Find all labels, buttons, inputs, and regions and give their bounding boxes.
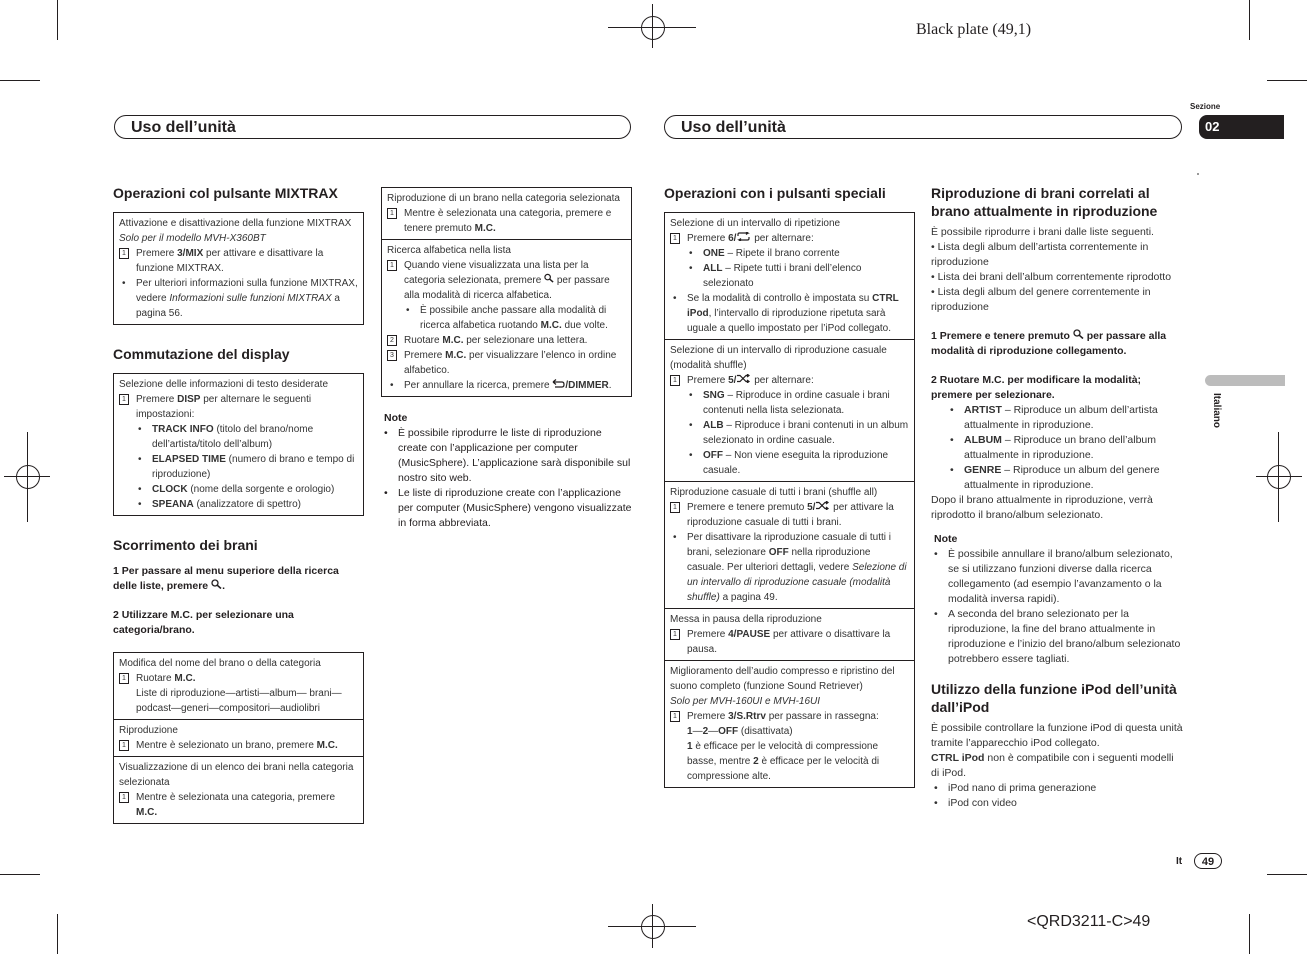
key-name: M.C. bbox=[540, 320, 562, 331]
text: (analizzatore di spettro) bbox=[193, 499, 301, 510]
scroll-box bbox=[113, 652, 364, 824]
list-item bbox=[931, 403, 1184, 433]
display-box bbox=[113, 373, 364, 516]
paragraph: È possibile riprodurre i brani dalle liste seguenti. bbox=[931, 226, 1154, 238]
note-heading: Note bbox=[384, 412, 408, 424]
list-item bbox=[670, 418, 909, 448]
key-name: ALB bbox=[703, 420, 724, 431]
column-3 bbox=[664, 184, 915, 804]
registration-mark bbox=[1267, 465, 1291, 489]
bullet bbox=[387, 378, 626, 393]
box-title: Messa in pausa della riproduzione bbox=[670, 614, 822, 625]
step bbox=[670, 500, 909, 530]
text: Mentre è selezionata una categoria, premere e tenere premuto bbox=[404, 208, 612, 234]
list-item bbox=[119, 452, 358, 482]
bullet bbox=[670, 530, 909, 605]
step-number: 1 bbox=[670, 629, 680, 640]
box-title: Riproduzione casuale di tutti i brani (shuffle all) bbox=[670, 487, 878, 498]
shuffle-icon bbox=[815, 501, 830, 510]
key-name: M.C. bbox=[174, 673, 196, 684]
registration-mark bbox=[641, 16, 665, 40]
text: per attivare la riproduzione casuale di tutti i brani. bbox=[687, 502, 894, 528]
text: Se la modalità di controllo è impostata su bbox=[687, 293, 873, 304]
text: Premere bbox=[687, 629, 729, 640]
registration-mark bbox=[16, 465, 40, 489]
key-name: OFF bbox=[718, 726, 739, 737]
text: per passare alla modalità di ricerca alfabetica. bbox=[404, 275, 610, 301]
key-name: 3/MIX bbox=[177, 248, 204, 259]
list-item bbox=[670, 246, 909, 261]
box-title: Miglioramento dell’audio compresso e ripristino del suono completo (funzione Sound Retriever) bbox=[670, 666, 895, 692]
search-icon bbox=[1073, 329, 1084, 339]
mixtrax-box bbox=[113, 212, 364, 325]
step-number: 1 bbox=[119, 673, 129, 684]
text: è efficace per le velocità di compressione basse, mentre bbox=[687, 741, 879, 767]
text: Premere bbox=[136, 394, 178, 405]
registration-line bbox=[652, 904, 653, 948]
column-2 bbox=[381, 187, 632, 531]
text: Mentre è selezionato un brano, premere bbox=[136, 740, 317, 751]
text: per passare alla modalità di riproduzione collegamento. bbox=[931, 330, 1167, 357]
key-name: M.C. bbox=[316, 740, 338, 751]
list-item bbox=[670, 388, 909, 418]
step bbox=[387, 348, 626, 378]
text: per alternare le seguenti impostazioni: bbox=[136, 394, 312, 420]
text: , l’intervallo di riproduzione ripetuta sarà uguale a quello impostato per l’iPod collegato. bbox=[687, 308, 892, 334]
related-heading: Riproduzione di brani correlati al brano attualmente in riproduzione bbox=[931, 185, 1158, 219]
text: 1 Premere e tenere premuto bbox=[931, 330, 1070, 342]
note-item: • È possibile annullare il brano/album selezionato, se si utilizzano funzioni diverse dalla ricerca collegamento (ad esempio l’avanzamento o la modalità inversa rapidi). bbox=[931, 547, 1184, 607]
section-number-tab: 02 bbox=[1199, 115, 1284, 139]
key-name: SPEANA bbox=[152, 499, 194, 510]
text: – Riproduce un album dell’artista attualmente in riproduzione. bbox=[964, 404, 1158, 431]
text: Premere e tenere premuto bbox=[687, 502, 808, 513]
list-item bbox=[931, 433, 1184, 463]
key-name: 2 bbox=[753, 756, 759, 767]
box-title: Modifica del nome del brano o della categoria bbox=[119, 658, 321, 669]
list-line: • Lista degli album del genere correntemente in riproduzione bbox=[931, 286, 1151, 313]
search-icon bbox=[211, 579, 222, 589]
key-name: CTRL iPod bbox=[931, 752, 985, 764]
note-heading: Note bbox=[934, 533, 958, 545]
list-item bbox=[119, 482, 358, 497]
key-name: TRACK INFO bbox=[152, 424, 214, 435]
key-name: 3/S.Rtrv bbox=[728, 711, 766, 722]
key-name: ARTIST bbox=[964, 404, 1002, 416]
note-item: • A seconda del brano selezionato per la riproduzione, la fine del brano attualmente in riproduzione e l’inizio del brano/album selezionato potrebbero essere tagliati. bbox=[931, 607, 1184, 667]
step bbox=[670, 627, 909, 657]
text: Per disattivare la riproduzione casuale di tutti i brani, selezionare bbox=[687, 532, 891, 558]
text: per attivare o disattivare la pausa. bbox=[687, 629, 891, 655]
language-code: It bbox=[1176, 856, 1183, 867]
special-buttons-heading: Operazioni con i pulsanti speciali bbox=[664, 185, 886, 201]
list-item: • iPod con video bbox=[931, 796, 1184, 811]
key-name: M.C. bbox=[136, 807, 158, 818]
bullet bbox=[119, 276, 358, 321]
text: per alternare: bbox=[751, 375, 814, 386]
scroll-step-2: 2 Utilizzare M.C. per selezionare una categoria/brano. bbox=[113, 609, 294, 636]
text: è efficace per le velocità di compressione alte. bbox=[687, 756, 880, 782]
step bbox=[387, 333, 626, 348]
special-buttons-box bbox=[664, 212, 915, 788]
crop-mark bbox=[0, 80, 40, 81]
text: per visualizzare l’elenco in ordine alfabetico. bbox=[404, 350, 617, 376]
text: Ruotare bbox=[136, 673, 175, 684]
model-note: Solo per il modello MVH-X360BT bbox=[119, 233, 266, 244]
registration-line bbox=[27, 432, 28, 522]
text: Per ulteriori informazioni sulla funzione MIXTRAX, vedere bbox=[136, 278, 358, 304]
key-name: OFF bbox=[703, 450, 723, 461]
page-number: 49 bbox=[1194, 853, 1222, 869]
text: nella riproduzione casuale. Per ulteriori dettagli, vedere bbox=[687, 547, 871, 573]
text: – Riproduce un brano dell’album attualmente in riproduzione. bbox=[964, 434, 1157, 461]
text: a pagina 56. bbox=[136, 293, 340, 319]
text: Ruotare bbox=[404, 335, 443, 346]
key-name: ELAPSED TIME bbox=[152, 454, 226, 465]
plate-label: Black plate (49,1) bbox=[916, 21, 1032, 38]
note-item: • Le liste di riproduzione create con l’applicazione per computer (MusicSphere) vengono visualizzate in forma abbreviata. bbox=[381, 486, 632, 531]
text: per attivare e disattivare la funzione MIXTRAX. bbox=[136, 248, 324, 274]
back-icon bbox=[552, 379, 565, 388]
box-title: Attivazione e disattivazione della funzione MIXTRAX bbox=[119, 218, 352, 229]
paragraph: Dopo il brano attualmente in riproduzione, verrà riprodotto il brano/album selezionato. bbox=[931, 494, 1153, 521]
cross-reference: Informazioni sulle funzioni MIXTRAX bbox=[169, 293, 332, 304]
text: due volte. bbox=[561, 320, 608, 331]
text: Per annullare la ricerca, premere bbox=[404, 380, 553, 391]
column-1 bbox=[113, 184, 364, 840]
text: Liste di riproduzione—artisti—album— brani—podcast—generi—compositori—audiolibri bbox=[136, 688, 342, 714]
text: Premere bbox=[687, 233, 729, 244]
crop-mark bbox=[0, 874, 40, 875]
crop-mark bbox=[57, 0, 58, 40]
registration-line bbox=[1256, 476, 1302, 477]
note-item: • È possibile riprodurre le liste di riproduzione create con l’applicazione per computer (MusicSphere). L’applicazione sarà disponibile sul nostro sito web. bbox=[381, 426, 632, 486]
box-title: Selezione di un intervallo di ripetizione bbox=[670, 218, 841, 229]
step bbox=[387, 206, 626, 236]
step-number: 1 bbox=[670, 233, 680, 244]
key-name: M.C. bbox=[445, 350, 467, 361]
step bbox=[119, 392, 358, 422]
related-step-1 bbox=[931, 329, 1184, 359]
search-box bbox=[381, 187, 632, 397]
step-number: 3 bbox=[387, 350, 397, 361]
text: 1 Per passare al menu superiore della ricerca delle liste, premere bbox=[113, 565, 339, 592]
step-number: 1 bbox=[670, 375, 680, 386]
language-tab bbox=[1205, 375, 1285, 386]
step bbox=[670, 709, 909, 784]
related-step-2: 2 Ruotare M.C. per modificare la modalità; premere per selezionare. bbox=[931, 374, 1142, 401]
list-item bbox=[670, 261, 909, 291]
display-heading: Commutazione del display bbox=[113, 346, 290, 362]
step bbox=[119, 246, 358, 276]
step bbox=[670, 231, 909, 246]
column-4 bbox=[931, 184, 1184, 811]
paragraph: È possibile controllare la funzione iPod di questa unità tramite l’apparecchio iPod collegato. bbox=[931, 722, 1183, 749]
text: Premere bbox=[404, 350, 446, 361]
text: (titolo del brano/nome dell’artista/titolo dell’album) bbox=[152, 424, 314, 450]
text: – Riproduce in ordine casuale i brani contenuti nella lista selezionata. bbox=[703, 390, 890, 416]
crop-mark bbox=[1249, 914, 1250, 954]
cross-reference: Selezione di un intervallo di riproduzione casuale (modalità shuffle) bbox=[687, 562, 907, 603]
paragraph bbox=[931, 751, 1184, 781]
text: (numero di brano e tempo di riproduzione) bbox=[152, 454, 355, 480]
key-name: 2 bbox=[702, 726, 709, 737]
language-label: Italiano bbox=[1211, 393, 1222, 429]
text: (nome della sorgente e orologio) bbox=[187, 484, 335, 495]
key-name: CTRL iPod bbox=[687, 293, 899, 319]
text: Premere bbox=[136, 248, 178, 259]
ipod-heading: Utilizzo della funzione iPod dell’unità dall’iPod bbox=[931, 681, 1177, 715]
key-name: DISP bbox=[177, 394, 201, 405]
box-title: Ricerca alfabetica nella lista bbox=[387, 245, 511, 256]
text: – Riproduce un album del genere attualmente in riproduzione. bbox=[964, 464, 1160, 491]
search-icon bbox=[544, 273, 554, 283]
box-title: Selezione delle informazioni di testo desiderate bbox=[119, 379, 329, 390]
text: — bbox=[692, 726, 703, 737]
list-item bbox=[670, 448, 909, 478]
key-name: ALBUM bbox=[964, 434, 1002, 446]
key-name: OFF bbox=[768, 547, 789, 558]
step bbox=[670, 373, 909, 388]
text: per selezionare una lettera. bbox=[463, 335, 588, 346]
box-title: Selezione di un intervallo di riproduzione casuale (modalità shuffle) bbox=[670, 345, 887, 371]
key-name: 1 bbox=[687, 726, 693, 737]
text: – Ripete il brano corrente bbox=[724, 248, 840, 259]
scroll-heading: Scorrimento dei brani bbox=[113, 537, 258, 553]
step bbox=[119, 671, 358, 716]
text: . bbox=[608, 380, 612, 391]
key-name: 4/PAUSE bbox=[728, 629, 771, 640]
registration-line bbox=[652, 4, 653, 48]
text: Premere bbox=[687, 375, 729, 386]
crop-mark bbox=[1249, 0, 1250, 40]
step bbox=[119, 790, 358, 820]
key-name: CLOCK bbox=[152, 484, 188, 495]
list-line: • Lista degli album dell’artista correntemente in riproduzione bbox=[931, 241, 1149, 268]
text: – Riproduce i brani contenuti in un album selezionato in ordine casuale. bbox=[703, 420, 909, 446]
sub-bullet bbox=[387, 303, 626, 333]
step-number: 1 bbox=[387, 260, 397, 271]
page-header-left: Uso dell’unità bbox=[114, 115, 631, 139]
step-number: 1 bbox=[119, 394, 129, 405]
crop-mark bbox=[57, 914, 58, 954]
print-dot bbox=[1197, 173, 1199, 175]
step-number: 1 bbox=[387, 208, 397, 219]
key-name: ALL bbox=[703, 263, 723, 274]
step-number: 1 bbox=[670, 711, 680, 722]
list-item bbox=[931, 463, 1184, 493]
key-name: 5/ bbox=[728, 375, 737, 386]
text: non è compatibile con i seguenti modelli di iPod. bbox=[931, 752, 1174, 779]
text: a pagina 49. bbox=[719, 592, 778, 603]
box-title: Riproduzione bbox=[119, 725, 178, 736]
list-line: • Lista dei brani dell’album correntemente riprodotto bbox=[931, 271, 1172, 283]
text: Mentre è selezionata una categoria, premere bbox=[136, 792, 336, 803]
registration-line bbox=[1278, 432, 1279, 522]
step bbox=[387, 258, 626, 303]
registration-mark bbox=[641, 915, 665, 939]
text: È possibile anche passare alla modalità di ricerca alfabetica ruotando bbox=[420, 305, 607, 331]
key-name: M.C. bbox=[442, 335, 464, 346]
key-name: ONE bbox=[703, 248, 725, 259]
box-title: Visualizzazione di un elenco dei brani nella categoria selezionata bbox=[119, 762, 354, 788]
repeat-icon bbox=[736, 232, 751, 241]
scroll-step-1 bbox=[113, 564, 364, 594]
key-name: SNG bbox=[703, 390, 725, 401]
crop-mark bbox=[1267, 874, 1307, 875]
page-header-right: Uso dell’unità bbox=[664, 115, 1182, 139]
bullet bbox=[670, 291, 909, 336]
list-item bbox=[119, 497, 358, 512]
mixtrax-heading: Operazioni col pulsante MIXTRAX bbox=[113, 185, 338, 201]
list-item: • iPod nano di prima generazione bbox=[931, 781, 1184, 796]
shuffle-icon bbox=[736, 374, 751, 383]
key-name: M.C. bbox=[474, 223, 496, 234]
text: – Ripete tutti i brani dell’elenco selezionato bbox=[703, 263, 862, 289]
step-number: 1 bbox=[119, 248, 129, 259]
key-name: GENRE bbox=[964, 464, 1002, 476]
document-code: <QRD3211-C>49 bbox=[1027, 913, 1151, 930]
step-number: 1 bbox=[670, 502, 680, 513]
crop-mark bbox=[1267, 80, 1307, 81]
text: Premere bbox=[687, 711, 729, 722]
text: . bbox=[222, 580, 225, 592]
list-item bbox=[119, 422, 358, 452]
key-name: 5/ bbox=[807, 502, 816, 513]
key-name: 1 bbox=[687, 741, 693, 752]
model-note: Solo per MVH-160UI e MVH-16UI bbox=[670, 696, 821, 707]
step bbox=[119, 738, 358, 753]
text: (disattivata) bbox=[738, 726, 793, 737]
step-number: 2 bbox=[387, 335, 397, 346]
step-number: 1 bbox=[119, 740, 129, 751]
section-label: Sezione bbox=[1190, 102, 1221, 111]
key-name: 6/ bbox=[728, 233, 737, 244]
text: – Non viene eseguita la riproduzione casuale. bbox=[703, 450, 889, 476]
key-name: /DIMMER bbox=[565, 380, 609, 391]
text: per alternare: bbox=[751, 233, 814, 244]
box-title: Riproduzione di un brano nella categoria selezionata bbox=[387, 193, 620, 204]
step-number: 1 bbox=[119, 792, 129, 803]
text: — bbox=[708, 726, 719, 737]
text: per passare in rassegna: bbox=[765, 711, 879, 722]
text: Quando viene visualizzata una lista per la categoria selezionata, premere bbox=[404, 260, 589, 286]
